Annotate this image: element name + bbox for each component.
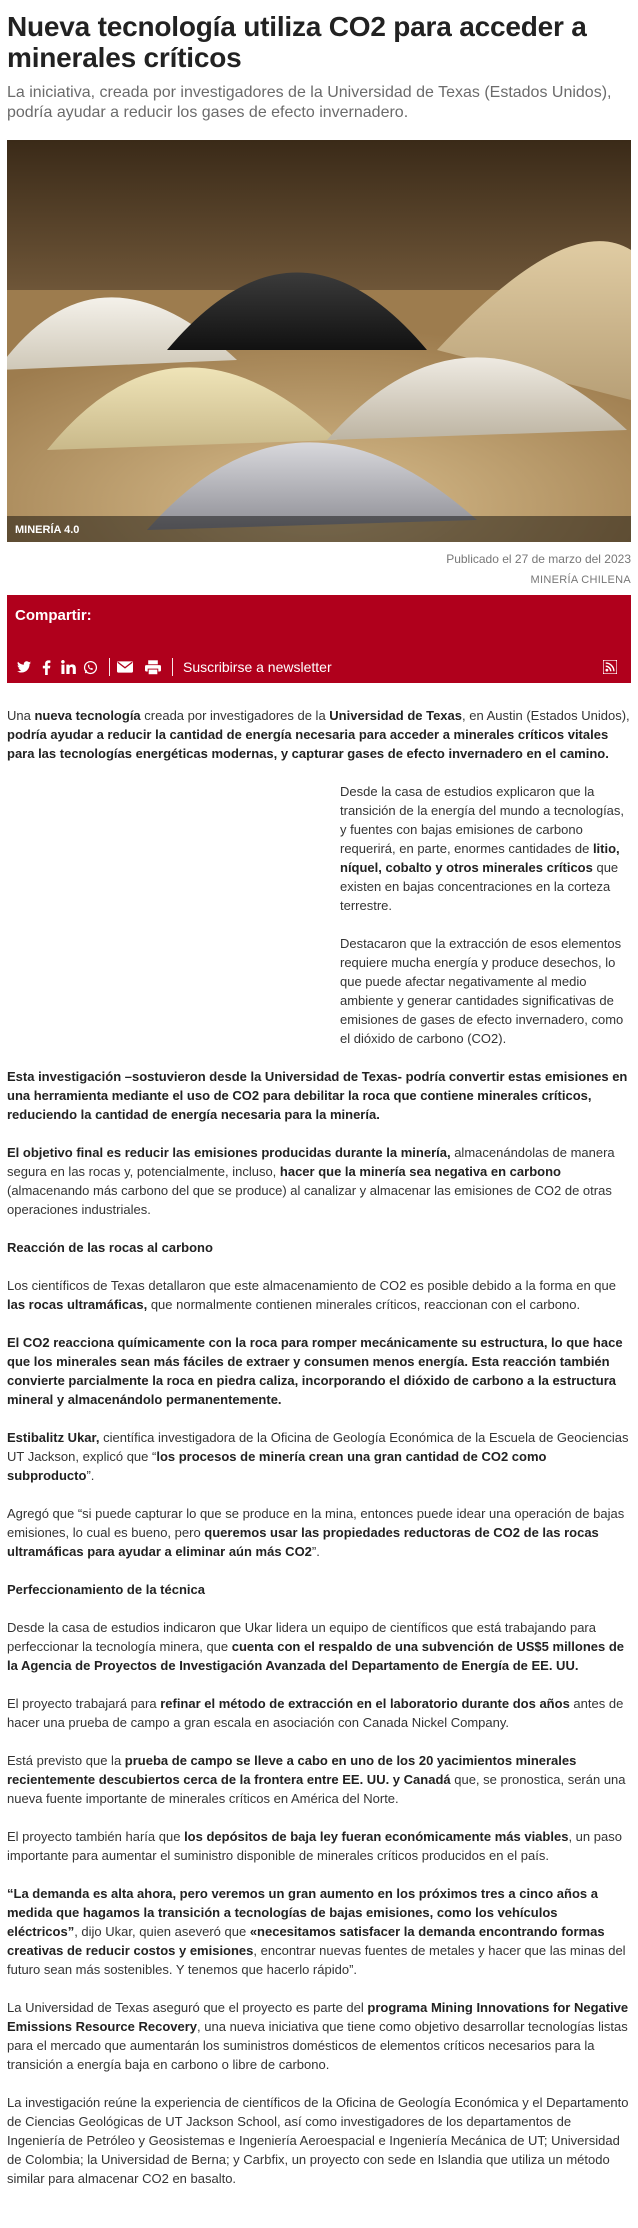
share-divider: [109, 658, 110, 676]
text-run: que, se pronostica, serán una nueva fuente importante de minerales críticos en América del Norte.: [7, 1772, 626, 1806]
mineral-piles-illustration: [7, 140, 631, 542]
text-run: El proyecto trabajará para: [7, 1696, 161, 1711]
email-icon[interactable]: [116, 658, 134, 676]
paragraph: [7, 1067, 631, 1124]
bold-text: «necesitamos satisfacer la demanda encontrando formas creativas de reducir costos y emisiones: [7, 1924, 605, 1958]
bold-text: los depósitos de baja ley fueran económicamente más viables: [184, 1829, 569, 1844]
print-icon[interactable]: [144, 658, 162, 676]
text-run: que existen en bajas concentraciones en la corteza terrestre.: [340, 860, 619, 913]
paragraph: [7, 1428, 631, 1485]
paragraph: [7, 1694, 631, 1732]
text-run: Desde la casa de estudios indicaron que Ukar lidera un equipo de científicos que está trabajando para perfeccionar la tecnología minera, que: [7, 1620, 596, 1654]
bold-text: podría ayudar a reducir la cantidad de energía necesaria para acceder a minerales críticos vitales para las tecnologías energéticas modernas, y capturar gases de efecto invernadero en el camino.: [7, 727, 609, 761]
bold-text: los procesos de minería crean una gran cantidad de CO2 como subproducto: [7, 1449, 547, 1483]
share-divider: [172, 658, 173, 676]
text-run: , en Austin (Estados Unidos),: [462, 708, 630, 723]
bold-text: El objetivo final es reducir las emisiones producidas durante la minería,: [7, 1145, 451, 1160]
paragraph: [7, 1884, 631, 1979]
paragraph: [340, 934, 628, 1048]
text-run: (almacenando más carbono del que se produce) al canalizar y almacenar las emisiones de CO2 de otras operaciones industriales.: [7, 1183, 612, 1217]
bold-text: las rocas ultramáficas,: [7, 1297, 148, 1312]
text-run: Desde la casa de estudios explicaron que la transición de la energía del mundo a tecnologías, y fuentes con bajas emisiones de carbono requerirá, en parte, enormes cantidades de: [340, 784, 625, 856]
paragraph: [7, 1143, 631, 1219]
bold-text: El CO2 reacciona químicamente con la roca para romper mecánicamente su estructura, lo que hace que los minerales sean más fáciles de extraer y consumen menos energía. Esta reacción también convierte parcialmente la roca en piedra caliza, incorporando el dióxido de carbono a la estructura mineral y almacenándolo permanentemente.: [7, 1335, 623, 1407]
text-run: , un paso importante para aumentar el suministro disponible de minerales críticos producidos en el país.: [7, 1829, 622, 1863]
paragraph: [7, 1827, 631, 1865]
text-run: que normalmente contienen minerales críticos, reaccionan con el carbono.: [147, 1297, 581, 1312]
whatsapp-icon[interactable]: [81, 658, 99, 676]
page-title: Nueva tecnología utiliza CO2 para acceder a minerales críticos: [7, 11, 587, 73]
paragraph: [7, 1618, 631, 1675]
bold-text: Estibalitz Ukar,: [7, 1430, 100, 1445]
bold-text: Esta investigación –sostuvieron desde la Universidad de Texas- podría convertir estas emisiones en una herramienta mediante el uso de CO2 para debilitar la roca que contiene minerales críticos, reduciendo la cantidad de energía necesaria para la minería.: [7, 1069, 628, 1122]
hero-image: [7, 140, 631, 542]
image-category-tag[interactable]: MINERÍA 4.0: [15, 524, 80, 536]
paragraph: [7, 1276, 631, 1314]
text-run: Los científicos de Texas detallaron que este almacenamiento de CO2 es posible debido a la forma en que: [7, 1278, 616, 1293]
text-run: científica investigadora de la Oficina de Geología Económica de la Escuela de Geociencias UT Jackson, explicó que “: [7, 1430, 629, 1464]
bold-text: hacer que la minería sea negativa en carbono: [279, 1164, 561, 1179]
article-source[interactable]: MINERÍA CHILENA: [530, 574, 631, 586]
article-body: [7, 706, 631, 2188]
article-subtitle: La iniciativa, creada por investigadores de la Universidad de Texas (Estados Unidos), podría ayudar a reducir los gases de efecto invernadero.: [7, 84, 612, 121]
linkedin-icon[interactable]: [59, 658, 77, 676]
bold-text: nueva tecnología: [34, 708, 141, 723]
text-run: antes de hacer una prueba de campo a gran escala en asociación con Canada Nickel Company.: [7, 1696, 624, 1730]
bold-text: programa Mining Innovations for Negative Emissions Resource Recovery: [7, 2000, 629, 2034]
share-icons-row: [15, 656, 623, 678]
paragraph: [7, 2093, 631, 2188]
bold-text: “La demanda es alta ahora, pero veremos un gran aumento en los próximos tres a cinco años a medida que hagamos la transición a tecnologías de bajas emisiones, como los vehículos eléctricos”: [7, 1886, 598, 1939]
bold-text: litio, níquel, cobalto y otros minerales críticos: [340, 841, 620, 875]
text-run: almacenándolas de manera segura en las rocas y, potencialmente, incluso,: [7, 1145, 615, 1179]
text-run: La investigación reúne la experiencia de científicos de la Oficina de Geología Económica y el Departamento de Ciencias Geológicas de UT Jackson School, así como investigadores de los departamentos de Ingeniería de Petróleo y Geosistemas e Ingeniería Aeroespacial e Ingeniería Mecánica de UT; Universidad de Colombia; la Universidad de Berna; y Carbfix, un proyecto con sede en Islandia que utiliza un método similar para almacenar CO2 en basalto.: [7, 2095, 629, 2186]
text-run: La Universidad de Texas aseguró que el proyecto es parte del: [7, 2000, 368, 2015]
side-column: [340, 782, 628, 1048]
bold-text: queremos usar las propiedades reductoras de CO2 de las rocas ultramáficas para ayudar a eliminar aún más CO2: [7, 1525, 599, 1559]
twitter-icon[interactable]: [15, 658, 33, 676]
rss-icon[interactable]: [601, 658, 619, 676]
bold-text: Universidad de Texas: [329, 708, 463, 723]
text-run: , dijo Ukar, quien aseveró que: [74, 1924, 250, 1939]
paragraph: [7, 1751, 631, 1808]
facebook-icon[interactable]: [37, 658, 55, 676]
bold-text: prueba de campo se lleve a cabo en uno de los 20 yacimientos minerales recientemente descubiertos cerca de la frontera entre EE. UU. y Canadá: [7, 1753, 577, 1787]
text-run: , encontrar nuevas fuentes de metales y hacer que las minas del futuro sean más sostenibles. Y tenemos que hacerlo rápido”.: [7, 1943, 626, 1977]
share-bar: [7, 595, 631, 683]
newsletter-subscribe-link[interactable]: Suscribirse a newsletter: [183, 659, 332, 675]
text-run: Destacaron que la extracción de esos elementos requiere mucha energía y produce desechos, lo que puede afectar negativamente al medio ambiente y generar cantidades significativas de emisiones de gases de efecto invernadero, como el dióxido de carbono (CO2).: [340, 936, 624, 1046]
text-run: El proyecto también haría que: [7, 1829, 185, 1844]
paragraph: [7, 706, 631, 763]
paragraph: [7, 1333, 631, 1409]
paragraph: [7, 1504, 631, 1561]
text-run: ”.: [311, 1544, 320, 1559]
text-run: Está previsto que la: [7, 1753, 125, 1768]
paragraph: [340, 782, 628, 915]
text-run: creada por investigadores de la: [140, 708, 330, 723]
text-run: , una nueva iniciativa que tiene como objetivo desarrollar tecnologías listas para el mercado que aumentarán los suministros domésticos de elementos críticos necesarios para la transición a energía baja en carbono o libre de carbono.: [7, 2019, 628, 2072]
section-heading: Perfeccionamiento de la técnica: [7, 1582, 205, 1597]
published-date: Publicado el 27 de marzo del 2023: [446, 552, 631, 566]
section-heading: Reacción de las rocas al carbono: [7, 1240, 213, 1255]
bold-text: cuenta con el respaldo de una subvención de US$5 millones de la Agencia de Proyectos de Investigación Avanzada del Departamento de Energía de EE. UU.: [7, 1639, 625, 1673]
paragraph: [7, 1998, 631, 2074]
text-run: Una: [7, 708, 35, 723]
text-run: ”.: [86, 1468, 95, 1483]
bold-text: refinar el método de extracción en el laboratorio durante dos años: [160, 1696, 570, 1711]
text-run: Agregó que “si puede capturar lo que se produce en la mina, entonces puede idear una operación de bajas emisiones, lo cual es bueno, pero: [7, 1506, 625, 1540]
share-title: Compartir:: [15, 607, 92, 624]
